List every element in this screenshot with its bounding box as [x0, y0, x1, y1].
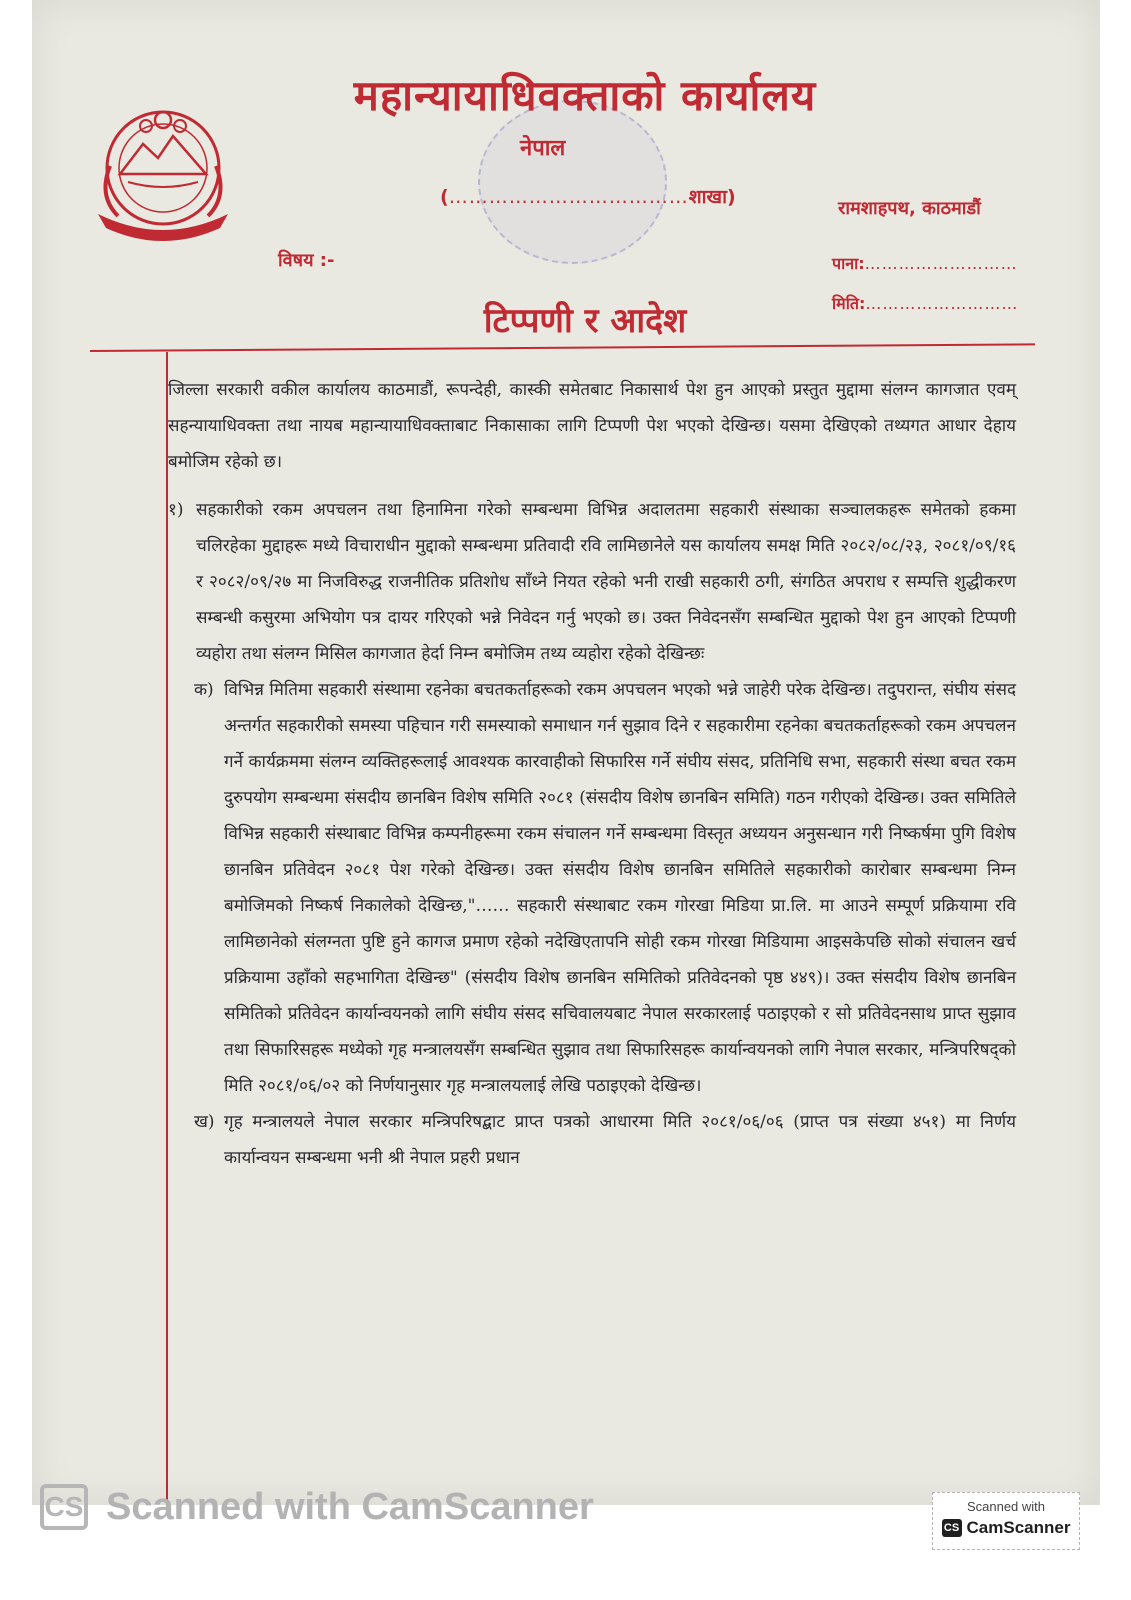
- branch-label: शाखा): [688, 186, 736, 208]
- ink-stamp: [478, 100, 667, 264]
- note-title: टिप्पणी र आदेश: [483, 301, 687, 341]
- item-1-number: १): [168, 500, 184, 520]
- page-number-field: [832, 252, 1018, 274]
- date-field: [832, 292, 1018, 314]
- camscanner-logo-icon: CS: [40, 1484, 88, 1530]
- office-title: महान्यायाधिवक्ताको कार्यालय: [353, 71, 817, 120]
- page-label: पाना:: [832, 254, 865, 273]
- item-1: [168, 492, 1016, 672]
- sub-item-a: [168, 672, 1016, 1104]
- sub-item-a-text: विभिन्न मितिमा सहकारी संस्थामा रहनेका बचतकर्ताहरूको रकम अपचलन भएको भन्ने जाहेरी परेक देखिन्छ। तदुपरान्त, संघीय संसद अन्तर्गत सहकारीको समस्या पहिचान गरी समस्याको समाधान गर्न सुझाव दिने र सहकारीमा रहनेका बचतकर्ताहरूको रकम अपचलन गर्ने कार्यक्रममा संलग्न व्यक्तिहरूलाई आवश्यक कारवाहीको सिफारिस गर्ने संघीय संसद, प्रतिनिधि सभा, सहकारी संस्था बचत रकम दुरुपयोग सम्बन्धमा संसदीय छानबिन विशेष समिति २०८१ (संसदीय विशेष छानबिन समिति) गठन गरीएको देखिन्छ। उक्त समितिले विभिन्न सहकारी संस्थाबाट विभिन्न कम्पनीहरूमा रकम संचालन गर्ने सम्बन्धमा विस्तृत अध्ययन अनुसन्धान गरी निष्कर्षमा पुगि विशेष छानबिन प्रतिवेदन २०८१ पेश गरेको देखिन्छ। उक्त संसदीय विशेष छानबिन समितिले सहकारीको कारोबार सम्बन्धमा निम्न बमोजिमको निष्कर्ष निकालेको देखिन्छ,"…… सहकारी संस्थाबाट रकम गोरखा मिडिया प्रा.लि. मा आउने सम्पूर्ण प्रक्रियामा रवि लामिछानेको संलग्नता पुष्टि हुने कागज प्रमाण रहेको नदेखिएतापनि सोही रकम गोरखा मिडियामा आइसकेपछि सोको संचालन खर्च प्रक्रियामा उहाँको सहभागिता देखिन्छ" (संसदीय विशेष छानबिन समितिको प्रतिवेदनको पृष्ठ ४४९)। उक्त संसदीय विशेष छानबिन समितिको प्रतिवेदन कार्यान्वयनको लागि संघीय संसद सचिवालयबाट नेपाल सरकारलाई पठाइएको र सो प्रतिवेदनसाथ प्राप्त सुझाव तथा सिफारिसहरू मध्येको गृह मन्त्रालयसँग सम्बन्धित सुझाव तथा सिफारिसहरू कार्यान्वयनको लागि नेपाल सरकार, मन्त्रिपरिषद्को मिति २०८१/०६/०२ को निर्णयानुसार गृह मन्त्रालयलाई लेखि पठाइएको देखिन्छ।: [224, 680, 1016, 1096]
- badge-brand: [933, 1518, 1079, 1538]
- item-1-text: सहकारीको रकम अपचलन तथा हिनामिना गरेको सम्बन्धमा विभिन्न अदालतमा सहकारी संस्थाका सञ्चालकहरू समेतको हकमा चलिरहेका मुद्दाहरू मध्ये विचाराधीन मुद्दाको सम्बन्धमा प्रतिवादी रवि लामिछानेले यस कार्यालय समक्ष मिति २०८२/०८/२३, २०८१/०९/१६ र २०८२/०९/२७ मा निजविरुद्ध राजनीतिक प्रतिशोध साँध्ने नियत रहेको भनी राखी सहकारी ठगी, संगठित अपराध र सम्पत्ति शुद्धीकरण सम्बन्धी कसुरमा अभियोग पत्र दायर गरिएको भन्ने निवेदन गर्नु भएको छ। उक्त निवेदनसँग सम्बन्धित मुद्दाको पेश हुन आएको टिप्पणी व्यहोरा तथा संलग्न मिसिल कागजात हेर्दा निम्न बमोजिम तथ्य व्यहोरा रहेको देखिन्छः: [196, 500, 1016, 664]
- branch-field: [440, 183, 736, 209]
- sub-item-b-letter: ख): [194, 1112, 215, 1132]
- sub-item-b-text: गृह मन्त्रालयले नेपाल सरकार मन्त्रिपरिषद्बाट प्राप्त पत्रको आधारमा मिति २०८१/०६/०६ (प्राप्त पत्र संख्या ४५१) मा निर्णय कार्यान्वयन सम्बन्धमा भनी श्री नेपाल प्रहरी प्रधान: [224, 1112, 1016, 1168]
- badge-name: CamScanner: [966, 1518, 1071, 1537]
- nepal-emblem-icon: [88, 96, 238, 246]
- sub-item-b: [168, 1104, 1016, 1176]
- document-body: [168, 372, 1016, 1176]
- badge-caption: Scanned with: [966, 1499, 1046, 1514]
- camscanner-badge: [932, 1492, 1080, 1550]
- date-label: मिति:: [832, 294, 866, 313]
- date-dots: ………………………: [865, 294, 1019, 313]
- badge-logo-icon: CS: [942, 1519, 962, 1537]
- watermark-text: Scanned with CamScanner: [106, 1485, 594, 1528]
- branch-open: (: [440, 186, 449, 208]
- office-address: रामशाहपथ, काठमाडौं: [838, 198, 981, 219]
- sub-item-a-letter: क): [194, 680, 214, 700]
- camscanner-watermark: [40, 1478, 594, 1536]
- page-dots: ………………………: [864, 254, 1018, 273]
- country-name: नेपाल: [520, 136, 566, 161]
- intro-paragraph: जिल्ला सरकारी वकील कार्यालय काठमाडौं, रूपन्देही, कास्की समेतबाट निकासार्थ पेश हुन आएको प्रस्तुत मुद्दामा संलग्न कागजात एवम् सहन्यायाधिवक्ता तथा नायब महान्यायाधिवक्ताबाट निकासाका लागि टिप्पणी पेश भएको देखिन्छ। यसमा देखिएको तथ्यगत आधार देहाय बमोजिम रहेको छ।: [168, 380, 1016, 472]
- subject-label: विषय :-: [278, 250, 335, 271]
- branch-dots: ………………………………: [448, 186, 689, 208]
